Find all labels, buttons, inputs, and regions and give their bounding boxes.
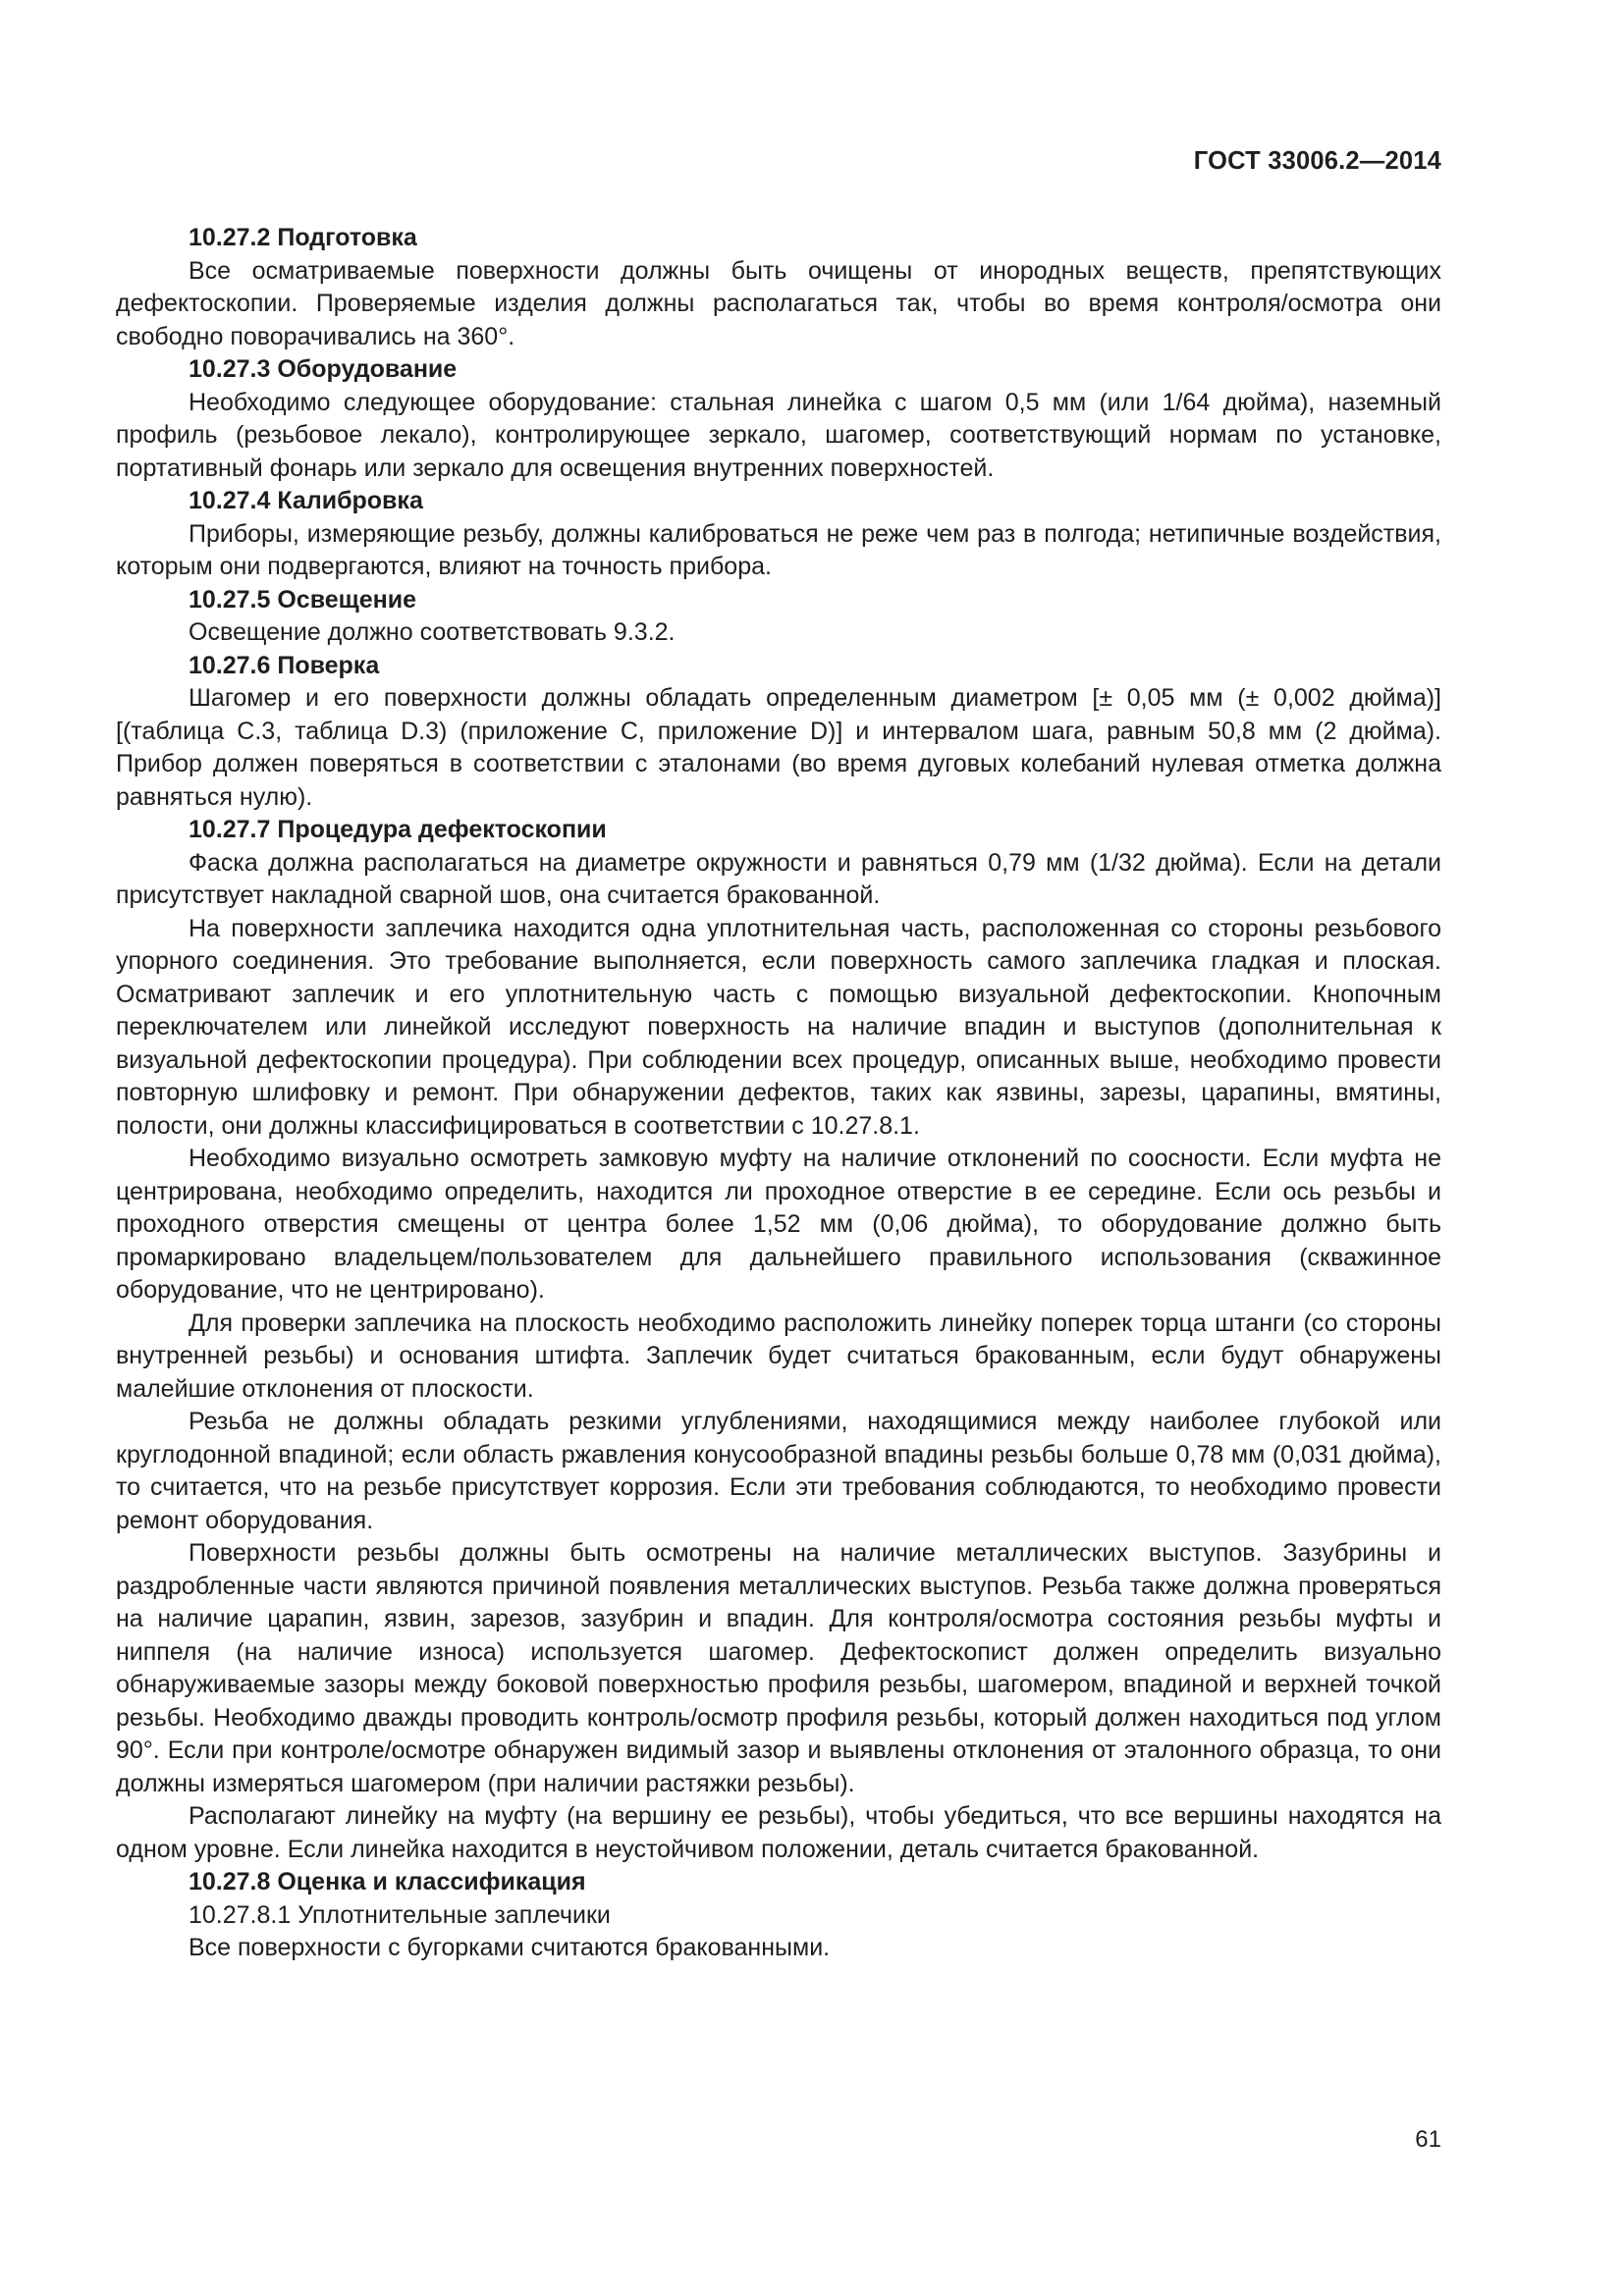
- section-heading: 10.27.3 Оборудование: [189, 355, 458, 383]
- paragraph: Необходимо визуально осмотреть замковую муфту на наличие отклонений по соосности. Если муфта не центрирована, необходимо определить, находится ли проходное отверстие в ее середине. Если ось резьбы и проходного отверстия смещены от центра более 1,52 мм (0,06 дюйма), то оборудование должно быть промаркировано владельцем/пользователем для дальнейшего правильного использования (скважинное оборудование, что не центрировано).: [116, 1145, 1441, 1304]
- section-heading: 10.27.8 Оценка и классификация: [189, 1868, 586, 1896]
- paragraph: Располагают линейку на муфту (на вершину ее резьбы), чтобы убедиться, что все вершины находятся на одном уровне. Если линейка находится в неустойчивом положении, деталь считается бракованной.: [116, 1802, 1441, 1863]
- page-number: 61: [1415, 2126, 1441, 2153]
- subsection-heading: 10.27.8.1 Уплотнительные заплечики: [189, 1900, 611, 1929]
- paragraph: На поверхности заплечика находится одна уплотнительная часть, расположенная со стороны резьбового упорного соединения. Это требование выполняется, если поверхность самого заплечика гладкая и плоская. Осматривают заплечик и его уплотнительную часть с помощью визуальной дефектоскопии. Кнопочным переключателем или линейкой исследуют поверхность на наличие впадин и выступов (дополнительная к визуальной дефектоскопии процедура). При соблюдении всех процедур, описанных выше, необходимо провести повторную шлифовку и ремонт. При обнаружении дефектов, таких как язвины, зарезы, царапины, вмятины, полости, они должны классифицироваться в соответствии с 10.27.8.1.: [116, 914, 1441, 1140]
- paragraph: Приборы, измеряющие резьбу, должны калиброваться не реже чем раз в полгода; нетипичные воздействия, которым они подвергаются, влияют на точность прибора.: [116, 519, 1441, 580]
- section-heading: 10.27.5 Освещение: [189, 585, 417, 614]
- paragraph: Все осматриваемые поверхности должны быть очищены от инородных веществ, препятствующих дефектоскопии. Проверяемые изделия должны располагаться так, чтобы во время контроля/осмотра они свободно поворачивались на 360°.: [116, 256, 1441, 350]
- section-heading: 10.27.4 Калибровка: [189, 487, 423, 514]
- paragraph: Резьба не должны обладать резкими углублениями, находящимися между наиболее глубокой или круглодонной впадиной; если область ржавления конусообразной впадины резьбы больше 0,78 мм (0,031 дюйма), то считается, что на резьбе присутствует коррозия. Если эти требования соблюдаются, то необходимо провести ремонт оборудования.: [116, 1408, 1441, 1534]
- paragraph: Шагомер и его поверхности должны обладать определенным диаметром [± 0,05 мм (± 0,002 дюйма)] [(таблица С.3, таблица D.3) (приложение С, приложение D)] и интервалом шага, равным 50,8 мм (2 дюйма). Прибор должен поверяться в соответствии с эталонами (во время дуговых колебаний нулевая отметка должна равняться нулю).: [116, 684, 1441, 811]
- paragraph: Фаска должна располагаться на диаметре окружности и равняться 0,79 мм (1/32 дюйма). Если на детали присутствует накладной сварной шов, она считается бракованной.: [116, 848, 1441, 909]
- paragraph: Все поверхности с бугорками считаются бракованными.: [189, 1934, 831, 1961]
- paragraph: Освещение должно соответствовать 9.3.2.: [189, 618, 676, 646]
- document-body: [116, 222, 1441, 1965]
- section-heading: 10.27.2 Подготовка: [189, 224, 417, 251]
- paragraph: Для проверки заплечика на плоскость необходимо расположить линейку поперек торца штанги (со стороны внутренней резьбы) и основания штифта. Заплечик будет считаться бракованным, если будут обнаружены малейшие отклонения от плоскости.: [116, 1308, 1441, 1403]
- section-heading: 10.27.7 Процедура дефектоскопии: [189, 816, 607, 843]
- paragraph: Необходимо следующее оборудование: стальная линейка с шагом 0,5 мм (или 1/64 дюйма), наземный профиль (резьбовое лекало), контролирующее зеркало, шагомер, соответствующий нормам по установке, портативный фонарь или зеркало для освещения внутренних поверхностей.: [116, 388, 1441, 482]
- document-code-header: ГОСТ 33006.2—2014: [1193, 147, 1441, 175]
- section-heading: 10.27.6 Поверка: [189, 651, 380, 679]
- paragraph: Поверхности резьбы должны быть осмотрены на наличие металлических выступов. Зазубрины и раздробленные части являются причиной появления металлических выступов. Резьба также должна проверяться на наличие царапин, язвин, зарезов, зазубрин и впадин. Для контроля/осмотра состояния резьбы муфты и ниппеля (на наличие износа) используется шагомер. Дефектоскопист должен определить визуально обнаруживаемые зазоры между боковой поверхностью профиля резьбы, шагомером, впадиной и верхней точкой резьбы. Необходимо дважды проводить контроль/осмотр профиля резьбы, который должен находиться под углом 90°. Если при контроле/осмотре обнаружен видимый зазор и выявлены отклонения от эталонного образца, то они должны измеряться шагомером (при наличии растяжки резьбы).: [116, 1539, 1441, 1797]
